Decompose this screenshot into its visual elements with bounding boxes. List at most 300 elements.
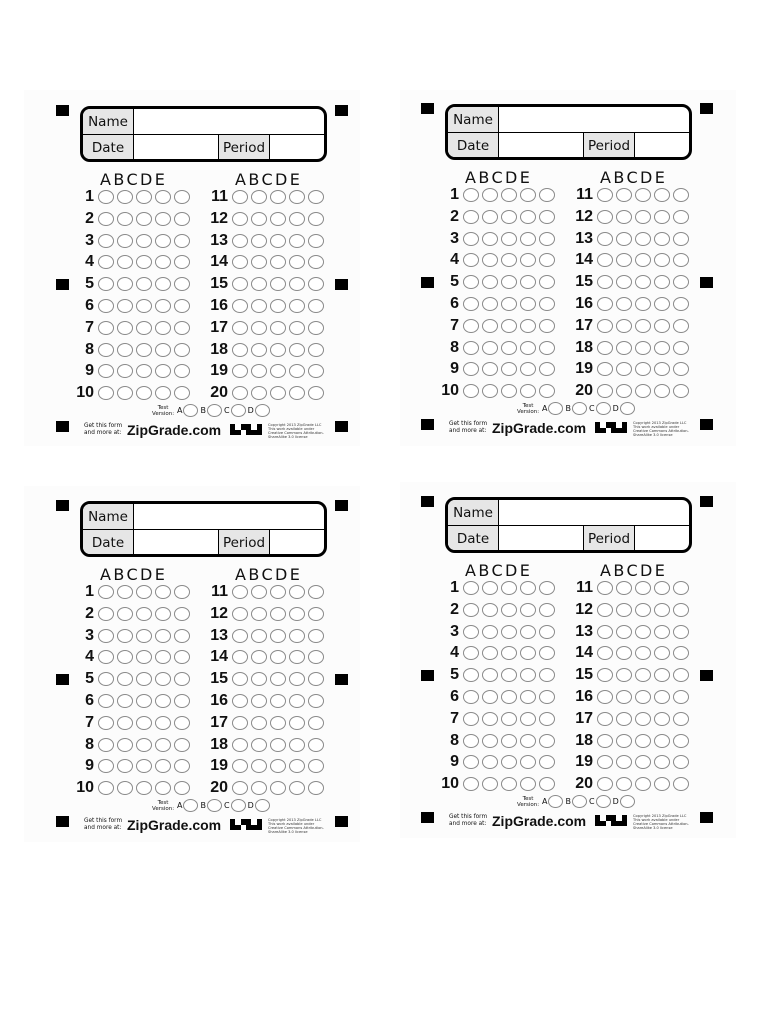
answer-bubble[interactable] <box>155 299 171 313</box>
answer-bubble[interactable] <box>289 650 305 664</box>
answer-bubble[interactable] <box>232 321 248 335</box>
answer-bubble[interactable] <box>463 253 479 267</box>
answer-bubble[interactable] <box>482 341 498 355</box>
answer-bubble[interactable] <box>482 668 498 682</box>
answer-bubble[interactable] <box>270 694 286 708</box>
answer-bubble[interactable] <box>539 581 555 595</box>
answer-bubble[interactable] <box>501 603 517 617</box>
answer-bubble[interactable] <box>635 275 651 289</box>
answer-bubble[interactable] <box>539 275 555 289</box>
answer-bubble[interactable] <box>616 668 632 682</box>
answer-bubble[interactable] <box>174 212 190 226</box>
answer-bubble[interactable] <box>501 734 517 748</box>
answer-bubble[interactable] <box>270 299 286 313</box>
answer-bubble[interactable] <box>501 275 517 289</box>
answer-bubble[interactable] <box>155 694 171 708</box>
answer-bubble[interactable] <box>155 255 171 269</box>
answer-bubble[interactable] <box>501 210 517 224</box>
answer-bubble[interactable] <box>308 672 324 686</box>
answer-bubble[interactable] <box>117 255 133 269</box>
answer-bubble[interactable] <box>98 629 114 643</box>
answer-bubble[interactable] <box>635 362 651 376</box>
answer-bubble[interactable] <box>251 212 267 226</box>
answer-bubble[interactable] <box>463 232 479 246</box>
answer-bubble[interactable] <box>155 364 171 378</box>
answer-bubble[interactable] <box>635 188 651 202</box>
version-bubble[interactable] <box>231 404 246 417</box>
answer-bubble[interactable] <box>539 341 555 355</box>
answer-bubble[interactable] <box>308 190 324 204</box>
answer-bubble[interactable] <box>289 343 305 357</box>
answer-bubble[interactable] <box>174 607 190 621</box>
answer-bubble[interactable] <box>136 738 152 752</box>
answer-bubble[interactable] <box>136 343 152 357</box>
answer-bubble[interactable] <box>654 646 670 660</box>
version-option[interactable] <box>565 795 587 808</box>
answer-bubble[interactable] <box>289 738 305 752</box>
answer-bubble[interactable] <box>482 712 498 726</box>
answer-bubble[interactable] <box>635 319 651 333</box>
answer-bubble[interactable] <box>174 277 190 291</box>
answer-bubble[interactable] <box>98 759 114 773</box>
answer-bubble[interactable] <box>597 210 613 224</box>
period-field[interactable] <box>636 526 688 551</box>
answer-bubble[interactable] <box>482 188 498 202</box>
answer-bubble[interactable] <box>136 585 152 599</box>
answer-bubble[interactable] <box>251 343 267 357</box>
answer-bubble[interactable] <box>520 625 536 639</box>
answer-bubble[interactable] <box>117 386 133 400</box>
version-bubble[interactable] <box>596 402 611 415</box>
answer-bubble[interactable] <box>673 625 689 639</box>
answer-bubble[interactable] <box>270 585 286 599</box>
answer-bubble[interactable] <box>98 190 114 204</box>
answer-bubble[interactable] <box>232 650 248 664</box>
answer-bubble[interactable] <box>270 738 286 752</box>
answer-bubble[interactable] <box>520 734 536 748</box>
version-option[interactable] <box>589 402 611 415</box>
answer-bubble[interactable] <box>308 629 324 643</box>
answer-bubble[interactable] <box>98 716 114 730</box>
answer-bubble[interactable] <box>155 607 171 621</box>
answer-bubble[interactable] <box>482 625 498 639</box>
answer-bubble[interactable] <box>616 253 632 267</box>
answer-bubble[interactable] <box>673 384 689 398</box>
answer-bubble[interactable] <box>136 277 152 291</box>
answer-bubble[interactable] <box>654 188 670 202</box>
answer-bubble[interactable] <box>673 232 689 246</box>
answer-bubble[interactable] <box>289 607 305 621</box>
answer-bubble[interactable] <box>635 690 651 704</box>
answer-bubble[interactable] <box>136 650 152 664</box>
answer-bubble[interactable] <box>270 716 286 730</box>
answer-bubble[interactable] <box>136 234 152 248</box>
answer-bubble[interactable] <box>673 210 689 224</box>
answer-bubble[interactable] <box>174 255 190 269</box>
version-option[interactable] <box>613 402 635 415</box>
answer-bubble[interactable] <box>289 212 305 226</box>
answer-bubble[interactable] <box>635 232 651 246</box>
answer-bubble[interactable] <box>616 603 632 617</box>
answer-bubble[interactable] <box>616 734 632 748</box>
answer-bubble[interactable] <box>270 650 286 664</box>
answer-bubble[interactable] <box>98 672 114 686</box>
answer-bubble[interactable] <box>597 603 613 617</box>
answer-bubble[interactable] <box>597 253 613 267</box>
answer-bubble[interactable] <box>289 277 305 291</box>
answer-bubble[interactable] <box>174 321 190 335</box>
answer-bubble[interactable] <box>251 738 267 752</box>
answer-bubble[interactable] <box>117 299 133 313</box>
answer-bubble[interactable] <box>597 384 613 398</box>
answer-bubble[interactable] <box>463 362 479 376</box>
answer-bubble[interactable] <box>117 694 133 708</box>
answer-bubble[interactable] <box>289 585 305 599</box>
answer-bubble[interactable] <box>232 759 248 773</box>
period-field[interactable] <box>271 135 323 160</box>
answer-bubble[interactable] <box>232 234 248 248</box>
date-field[interactable] <box>500 133 582 158</box>
answer-bubble[interactable] <box>174 738 190 752</box>
answer-bubble[interactable] <box>673 362 689 376</box>
answer-bubble[interactable] <box>673 603 689 617</box>
name-field[interactable] <box>500 107 688 132</box>
answer-bubble[interactable] <box>308 716 324 730</box>
answer-bubble[interactable] <box>501 232 517 246</box>
answer-bubble[interactable] <box>98 212 114 226</box>
answer-bubble[interactable] <box>136 364 152 378</box>
version-option[interactable] <box>177 404 198 417</box>
answer-bubble[interactable] <box>308 234 324 248</box>
answer-bubble[interactable] <box>616 581 632 595</box>
answer-bubble[interactable] <box>174 629 190 643</box>
answer-bubble[interactable] <box>597 297 613 311</box>
date-field[interactable] <box>135 135 217 160</box>
answer-bubble[interactable] <box>520 384 536 398</box>
answer-bubble[interactable] <box>616 188 632 202</box>
answer-bubble[interactable] <box>308 277 324 291</box>
answer-bubble[interactable] <box>501 690 517 704</box>
answer-bubble[interactable] <box>501 341 517 355</box>
answer-bubble[interactable] <box>520 668 536 682</box>
answer-bubble[interactable] <box>654 297 670 311</box>
answer-bubble[interactable] <box>616 755 632 769</box>
answer-bubble[interactable] <box>539 384 555 398</box>
answer-bubble[interactable] <box>155 629 171 643</box>
answer-bubble[interactable] <box>616 297 632 311</box>
answer-bubble[interactable] <box>635 712 651 726</box>
answer-bubble[interactable] <box>155 650 171 664</box>
answer-bubble[interactable] <box>98 738 114 752</box>
answer-bubble[interactable] <box>520 210 536 224</box>
answer-bubble[interactable] <box>117 781 133 795</box>
answer-bubble[interactable] <box>539 253 555 267</box>
answer-bubble[interactable] <box>673 734 689 748</box>
answer-bubble[interactable] <box>155 738 171 752</box>
version-bubble[interactable] <box>255 799 270 812</box>
answer-bubble[interactable] <box>251 386 267 400</box>
answer-bubble[interactable] <box>270 759 286 773</box>
answer-bubble[interactable] <box>251 759 267 773</box>
answer-bubble[interactable] <box>98 343 114 357</box>
answer-bubble[interactable] <box>673 253 689 267</box>
answer-bubble[interactable] <box>597 777 613 791</box>
answer-bubble[interactable] <box>270 781 286 795</box>
answer-bubble[interactable] <box>654 755 670 769</box>
answer-bubble[interactable] <box>654 581 670 595</box>
answer-bubble[interactable] <box>251 255 267 269</box>
answer-bubble[interactable] <box>501 625 517 639</box>
version-bubble[interactable] <box>183 404 198 417</box>
answer-bubble[interactable] <box>270 234 286 248</box>
answer-bubble[interactable] <box>289 255 305 269</box>
answer-bubble[interactable] <box>482 603 498 617</box>
answer-bubble[interactable] <box>308 386 324 400</box>
answer-bubble[interactable] <box>98 585 114 599</box>
answer-bubble[interactable] <box>673 668 689 682</box>
answer-bubble[interactable] <box>616 275 632 289</box>
answer-bubble[interactable] <box>251 299 267 313</box>
answer-bubble[interactable] <box>635 297 651 311</box>
answer-bubble[interactable] <box>520 275 536 289</box>
answer-bubble[interactable] <box>232 212 248 226</box>
answer-bubble[interactable] <box>597 690 613 704</box>
answer-bubble[interactable] <box>635 341 651 355</box>
answer-bubble[interactable] <box>251 234 267 248</box>
answer-bubble[interactable] <box>289 299 305 313</box>
answer-bubble[interactable] <box>98 321 114 335</box>
answer-bubble[interactable] <box>251 364 267 378</box>
answer-bubble[interactable] <box>232 277 248 291</box>
answer-bubble[interactable] <box>616 690 632 704</box>
answer-bubble[interactable] <box>251 585 267 599</box>
answer-bubble[interactable] <box>635 755 651 769</box>
answer-bubble[interactable] <box>308 781 324 795</box>
answer-bubble[interactable] <box>539 625 555 639</box>
answer-bubble[interactable] <box>654 712 670 726</box>
answer-bubble[interactable] <box>98 255 114 269</box>
answer-bubble[interactable] <box>117 650 133 664</box>
answer-bubble[interactable] <box>539 188 555 202</box>
answer-bubble[interactable] <box>117 759 133 773</box>
answer-bubble[interactable] <box>117 738 133 752</box>
answer-bubble[interactable] <box>501 253 517 267</box>
answer-bubble[interactable] <box>117 607 133 621</box>
version-option[interactable] <box>200 404 222 417</box>
answer-bubble[interactable] <box>673 297 689 311</box>
answer-bubble[interactable] <box>482 581 498 595</box>
answer-bubble[interactable] <box>539 668 555 682</box>
answer-bubble[interactable] <box>117 716 133 730</box>
answer-bubble[interactable] <box>251 650 267 664</box>
answer-bubble[interactable] <box>232 585 248 599</box>
answer-bubble[interactable] <box>174 343 190 357</box>
answer-bubble[interactable] <box>616 712 632 726</box>
answer-bubble[interactable] <box>251 781 267 795</box>
answer-bubble[interactable] <box>136 694 152 708</box>
answer-bubble[interactable] <box>270 629 286 643</box>
answer-bubble[interactable] <box>539 210 555 224</box>
answer-bubble[interactable] <box>539 734 555 748</box>
answer-bubble[interactable] <box>251 277 267 291</box>
answer-bubble[interactable] <box>232 364 248 378</box>
answer-bubble[interactable] <box>136 321 152 335</box>
answer-bubble[interactable] <box>463 319 479 333</box>
answer-bubble[interactable] <box>463 646 479 660</box>
answer-bubble[interactable] <box>654 253 670 267</box>
answer-bubble[interactable] <box>232 607 248 621</box>
answer-bubble[interactable] <box>616 232 632 246</box>
answer-bubble[interactable] <box>98 364 114 378</box>
answer-bubble[interactable] <box>673 581 689 595</box>
answer-bubble[interactable] <box>308 585 324 599</box>
answer-bubble[interactable] <box>232 386 248 400</box>
version-option[interactable] <box>224 799 246 812</box>
answer-bubble[interactable] <box>654 341 670 355</box>
answer-bubble[interactable] <box>308 759 324 773</box>
answer-bubble[interactable] <box>673 777 689 791</box>
version-bubble[interactable] <box>548 402 563 415</box>
answer-bubble[interactable] <box>289 321 305 335</box>
version-bubble[interactable] <box>620 795 635 808</box>
date-field[interactable] <box>135 530 217 555</box>
answer-bubble[interactable] <box>136 386 152 400</box>
answer-bubble[interactable] <box>482 253 498 267</box>
answer-bubble[interactable] <box>232 299 248 313</box>
answer-bubble[interactable] <box>174 190 190 204</box>
version-bubble[interactable] <box>572 795 587 808</box>
answer-bubble[interactable] <box>136 607 152 621</box>
answer-bubble[interactable] <box>597 188 613 202</box>
answer-bubble[interactable] <box>597 581 613 595</box>
answer-bubble[interactable] <box>520 341 536 355</box>
answer-bubble[interactable] <box>501 297 517 311</box>
answer-bubble[interactable] <box>174 716 190 730</box>
answer-bubble[interactable] <box>174 364 190 378</box>
answer-bubble[interactable] <box>616 341 632 355</box>
answer-bubble[interactable] <box>155 386 171 400</box>
answer-bubble[interactable] <box>308 343 324 357</box>
answer-bubble[interactable] <box>520 690 536 704</box>
answer-bubble[interactable] <box>616 646 632 660</box>
answer-bubble[interactable] <box>232 190 248 204</box>
answer-bubble[interactable] <box>597 755 613 769</box>
answer-bubble[interactable] <box>232 781 248 795</box>
answer-bubble[interactable] <box>117 234 133 248</box>
answer-bubble[interactable] <box>635 253 651 267</box>
version-option[interactable] <box>542 795 563 808</box>
answer-bubble[interactable] <box>654 777 670 791</box>
answer-bubble[interactable] <box>597 275 613 289</box>
answer-bubble[interactable] <box>289 716 305 730</box>
answer-bubble[interactable] <box>654 690 670 704</box>
answer-bubble[interactable] <box>232 738 248 752</box>
answer-bubble[interactable] <box>289 386 305 400</box>
answer-bubble[interactable] <box>539 712 555 726</box>
answer-bubble[interactable] <box>155 234 171 248</box>
answer-bubble[interactable] <box>654 362 670 376</box>
version-bubble[interactable] <box>207 404 222 417</box>
answer-bubble[interactable] <box>482 275 498 289</box>
answer-bubble[interactable] <box>98 694 114 708</box>
answer-bubble[interactable] <box>289 629 305 643</box>
answer-bubble[interactable] <box>520 712 536 726</box>
answer-bubble[interactable] <box>270 212 286 226</box>
answer-bubble[interactable] <box>539 603 555 617</box>
answer-bubble[interactable] <box>136 759 152 773</box>
answer-bubble[interactable] <box>616 625 632 639</box>
answer-bubble[interactable] <box>635 603 651 617</box>
answer-bubble[interactable] <box>155 190 171 204</box>
answer-bubble[interactable] <box>232 629 248 643</box>
answer-bubble[interactable] <box>270 190 286 204</box>
version-bubble[interactable] <box>255 404 270 417</box>
answer-bubble[interactable] <box>270 607 286 621</box>
answer-bubble[interactable] <box>117 672 133 686</box>
version-option[interactable] <box>565 402 587 415</box>
answer-bubble[interactable] <box>155 716 171 730</box>
answer-bubble[interactable] <box>232 716 248 730</box>
version-option[interactable] <box>248 404 270 417</box>
answer-bubble[interactable] <box>308 255 324 269</box>
answer-bubble[interactable] <box>654 668 670 682</box>
answer-bubble[interactable] <box>501 384 517 398</box>
answer-bubble[interactable] <box>635 384 651 398</box>
answer-bubble[interactable] <box>251 629 267 643</box>
answer-bubble[interactable] <box>117 629 133 643</box>
answer-bubble[interactable] <box>520 603 536 617</box>
version-bubble[interactable] <box>548 795 563 808</box>
answer-bubble[interactable] <box>654 603 670 617</box>
answer-bubble[interactable] <box>289 234 305 248</box>
answer-bubble[interactable] <box>289 694 305 708</box>
answer-bubble[interactable] <box>289 781 305 795</box>
answer-bubble[interactable] <box>308 212 324 226</box>
answer-bubble[interactable] <box>98 386 114 400</box>
answer-bubble[interactable] <box>136 190 152 204</box>
answer-bubble[interactable] <box>635 581 651 595</box>
answer-bubble[interactable] <box>251 190 267 204</box>
answer-bubble[interactable] <box>520 232 536 246</box>
answer-bubble[interactable] <box>136 299 152 313</box>
answer-bubble[interactable] <box>482 232 498 246</box>
period-field[interactable] <box>636 133 688 158</box>
answer-bubble[interactable] <box>539 297 555 311</box>
answer-bubble[interactable] <box>270 343 286 357</box>
answer-bubble[interactable] <box>597 646 613 660</box>
answer-bubble[interactable] <box>463 690 479 704</box>
answer-bubble[interactable] <box>539 690 555 704</box>
answer-bubble[interactable] <box>482 646 498 660</box>
answer-bubble[interactable] <box>463 581 479 595</box>
answer-bubble[interactable] <box>501 188 517 202</box>
answer-bubble[interactable] <box>251 607 267 621</box>
answer-bubble[interactable] <box>635 646 651 660</box>
answer-bubble[interactable] <box>654 232 670 246</box>
answer-bubble[interactable] <box>482 777 498 791</box>
answer-bubble[interactable] <box>463 755 479 769</box>
answer-bubble[interactable] <box>673 712 689 726</box>
answer-bubble[interactable] <box>482 210 498 224</box>
answer-bubble[interactable] <box>539 777 555 791</box>
version-option[interactable] <box>613 795 635 808</box>
name-field[interactable] <box>500 500 688 525</box>
answer-bubble[interactable] <box>136 716 152 730</box>
answer-bubble[interactable] <box>501 646 517 660</box>
answer-bubble[interactable] <box>539 362 555 376</box>
answer-bubble[interactable] <box>520 297 536 311</box>
answer-bubble[interactable] <box>117 277 133 291</box>
